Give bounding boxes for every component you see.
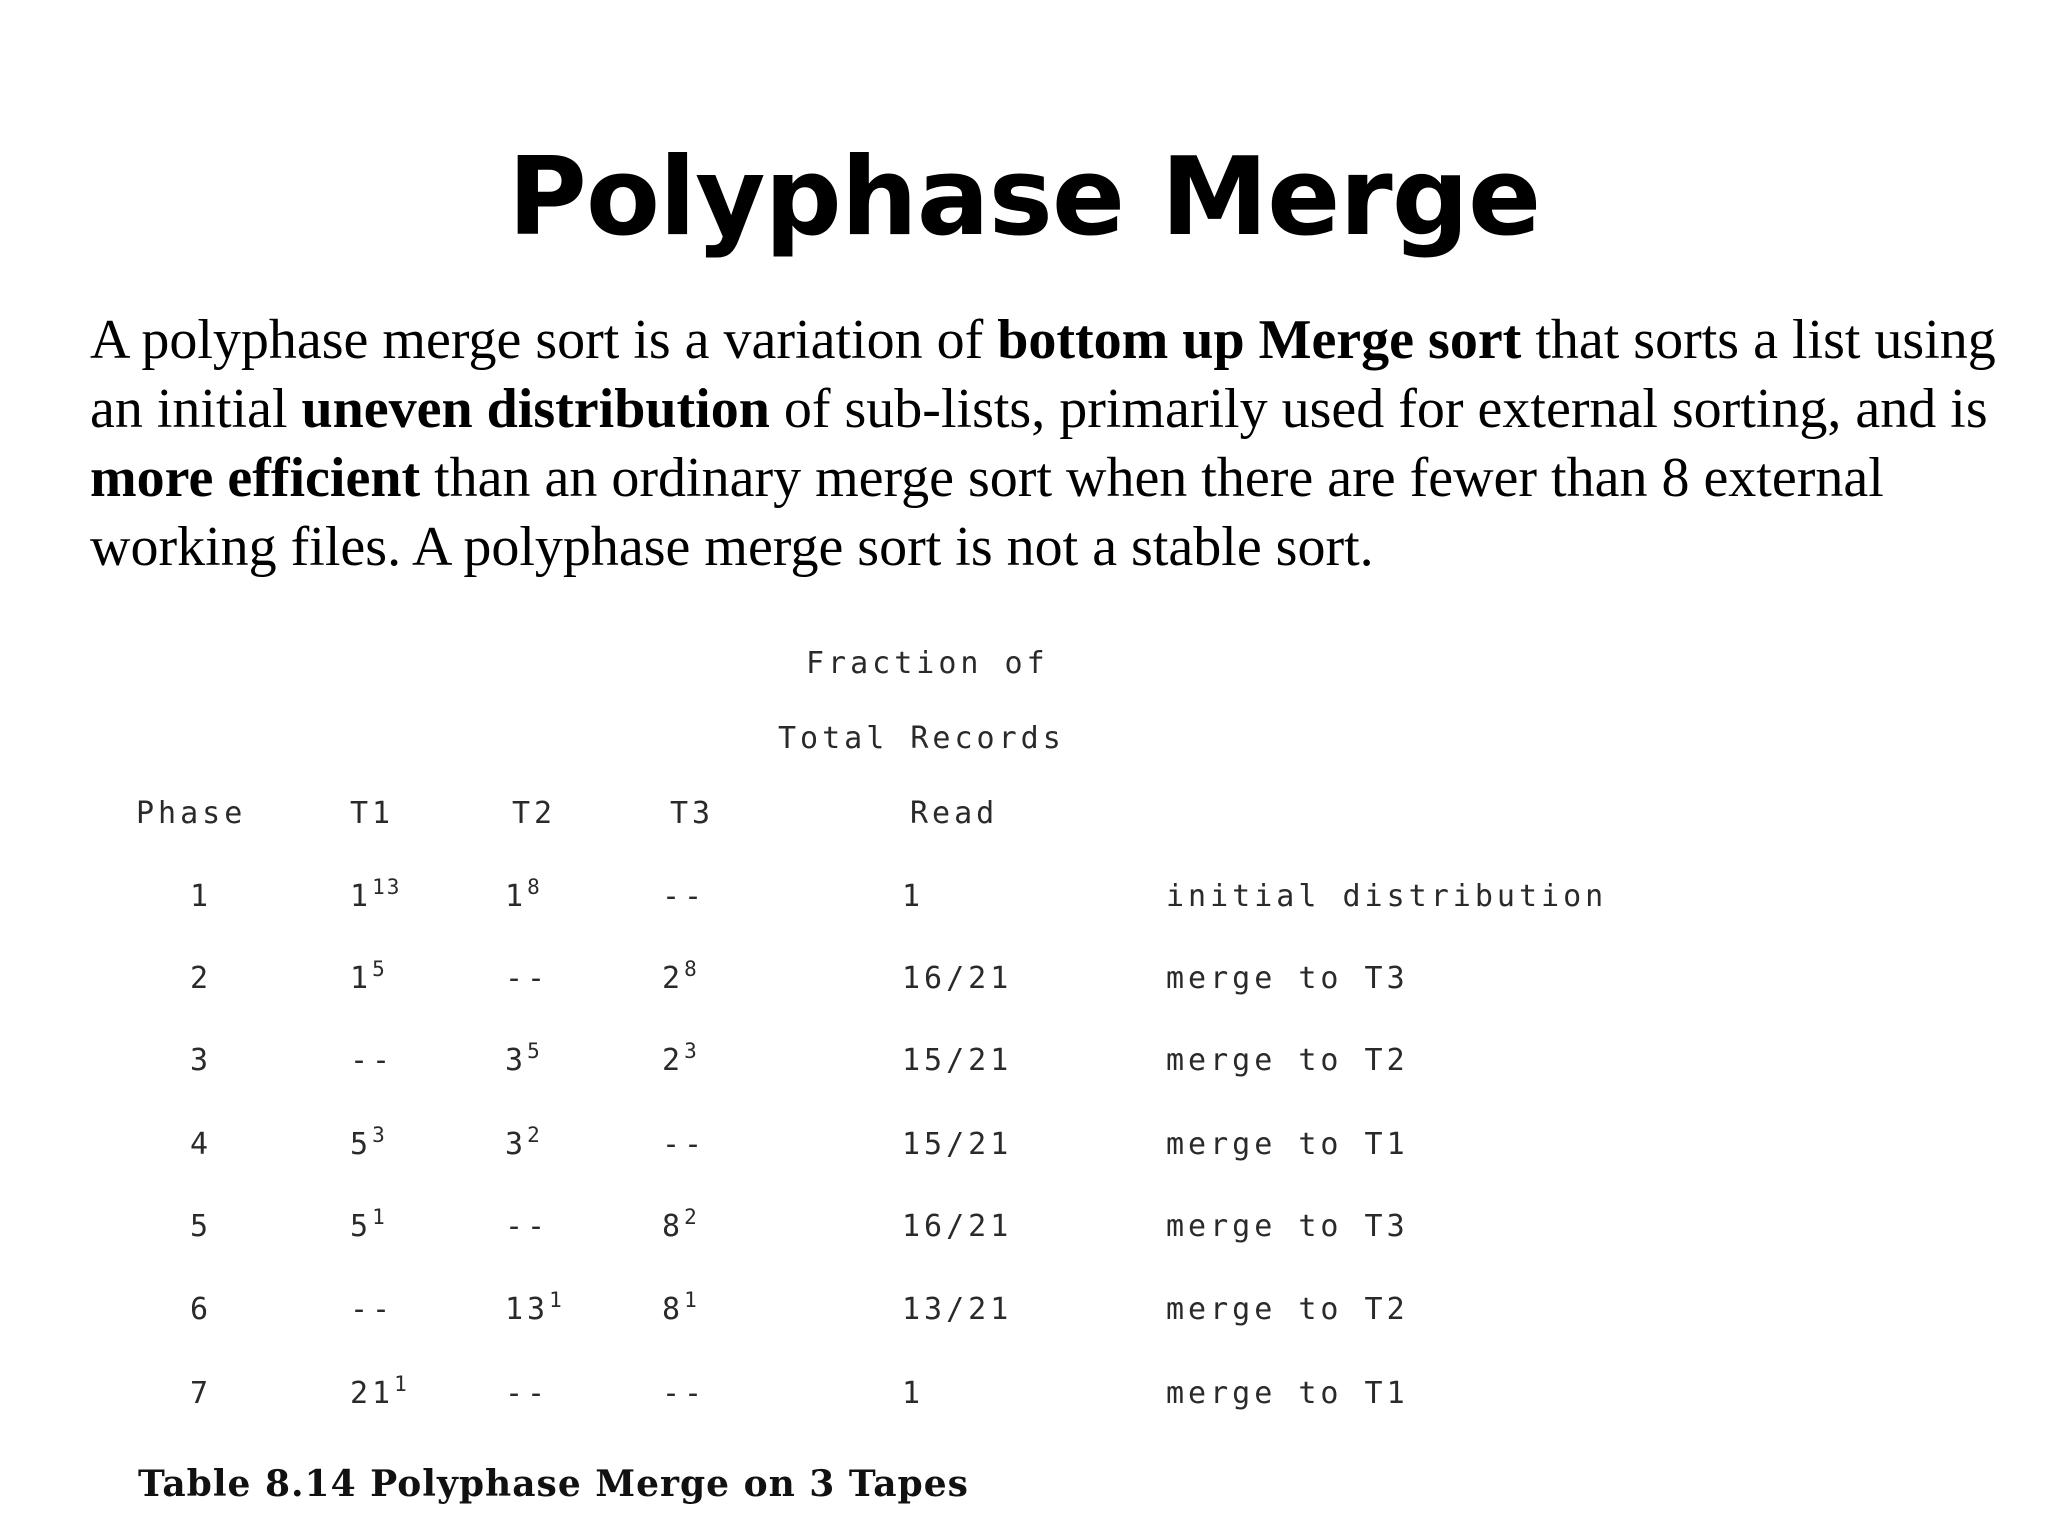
phase-cell: 5 xyxy=(190,1209,213,1244)
run-length-exponent: 3 xyxy=(372,1123,387,1147)
run-count: 3 xyxy=(505,1043,528,1078)
run-length-exponent: 5 xyxy=(372,957,387,981)
run-count: 8 xyxy=(662,1209,685,1244)
paragraph-bold-run: bottom up Merge sort xyxy=(997,309,1522,371)
run-length-exponent: 2 xyxy=(527,1123,542,1147)
run-length-exponent: 13 xyxy=(372,875,402,899)
phase-cell: 3 xyxy=(190,1043,213,1078)
tape-t1-cell xyxy=(350,1292,394,1328)
tape-t1-cell xyxy=(350,1205,387,1245)
tape-t1-cell xyxy=(350,1123,387,1163)
run-count: 8 xyxy=(662,1292,685,1327)
run-length-exponent: 5 xyxy=(527,1039,542,1063)
phase-note-cell: initial distribution xyxy=(1166,879,1608,914)
phase-cell: 6 xyxy=(190,1292,213,1327)
slide-title: Polyphase Merge xyxy=(507,135,1541,260)
tape-t3-cell xyxy=(662,1205,699,1245)
run-count: -- xyxy=(662,1376,707,1411)
phase-note-cell: merge to T1 xyxy=(1166,1127,1409,1162)
tape-t3-cell xyxy=(662,1127,706,1163)
run-count: 1 xyxy=(350,879,373,914)
read-header-line2: Total Records xyxy=(778,721,1065,756)
run-count: -- xyxy=(662,1127,707,1162)
run-count: 5 xyxy=(350,1209,373,1244)
run-count: -- xyxy=(505,1376,550,1411)
paragraph-run: of sub-lists, primarily used for external sorting, and is xyxy=(769,378,1988,440)
paragraph-bold-run: more efficient xyxy=(90,447,421,509)
run-length-exponent: 1 xyxy=(372,1205,387,1229)
column-header-t2: T2 xyxy=(512,796,557,831)
tape-t2-cell xyxy=(505,1209,549,1245)
run-count: -- xyxy=(350,1292,395,1327)
phase-note-cell: merge to T2 xyxy=(1166,1043,1409,1078)
tape-t1-cell xyxy=(350,875,402,915)
table-caption: Table 8.14 Polyphase Merge on 3 Tapes xyxy=(138,1463,969,1505)
read-fraction-cell: 16/21 xyxy=(902,1209,1013,1244)
tape-t2-cell xyxy=(505,1376,549,1412)
tape-t3-cell xyxy=(662,957,699,997)
run-count: 5 xyxy=(350,1127,373,1162)
run-length-exponent: 1 xyxy=(684,1288,699,1312)
tape-t2-cell xyxy=(505,1039,542,1079)
phase-cell: 2 xyxy=(190,961,213,996)
read-fraction-cell: 13/21 xyxy=(902,1292,1013,1327)
run-count: 2 xyxy=(662,961,685,996)
column-header-t3: T3 xyxy=(670,796,715,831)
tape-t1-cell xyxy=(350,957,387,997)
run-count: 21 xyxy=(350,1376,395,1411)
run-count: 3 xyxy=(505,1127,528,1162)
run-count: 1 xyxy=(505,879,528,914)
tape-t2-cell xyxy=(505,1123,542,1163)
run-length-exponent: 2 xyxy=(684,1205,699,1229)
run-length-exponent: 8 xyxy=(684,957,699,981)
phase-note-cell: merge to T3 xyxy=(1166,1209,1409,1244)
read-fraction-cell: 15/21 xyxy=(902,1127,1013,1162)
tape-t2-cell xyxy=(505,961,549,997)
phase-cell: 1 xyxy=(190,879,213,914)
read-fraction-cell: 1 xyxy=(902,879,925,914)
run-count: 1 xyxy=(350,961,373,996)
run-length-exponent: 1 xyxy=(394,1372,409,1396)
tape-t1-cell xyxy=(350,1372,409,1412)
run-count: -- xyxy=(505,961,550,996)
tape-t1-cell xyxy=(350,1043,394,1079)
tape-t3-cell xyxy=(662,1039,699,1079)
column-header-read: Read xyxy=(910,796,999,831)
run-length-exponent: 8 xyxy=(527,875,542,899)
run-count: -- xyxy=(505,1209,550,1244)
paragraph-bold-run: uneven distribution xyxy=(301,378,770,440)
tape-t3-cell xyxy=(662,1288,699,1328)
read-fraction-cell: 15/21 xyxy=(902,1043,1013,1078)
run-length-exponent: 3 xyxy=(684,1039,699,1063)
tape-t2-cell xyxy=(505,875,542,915)
paragraph-run: A polyphase merge sort is a variation of xyxy=(90,309,998,371)
paragraph-run: than an ordinary merge sort when there are fewer than 8 external working files. A polyphase merge sort is not a stable sort. xyxy=(90,447,1884,578)
phase-note-cell: merge to T1 xyxy=(1166,1376,1409,1411)
phase-note-cell: merge to T2 xyxy=(1166,1292,1409,1327)
run-count: 13 xyxy=(505,1292,550,1327)
run-count: 2 xyxy=(662,1043,685,1078)
read-fraction-cell: 16/21 xyxy=(902,961,1013,996)
run-count: -- xyxy=(662,879,707,914)
read-header-line1: Fraction of xyxy=(806,646,1049,681)
phase-note-cell: merge to T3 xyxy=(1166,961,1409,996)
column-header-phase: Phase xyxy=(136,796,247,831)
phase-cell: 4 xyxy=(190,1127,213,1162)
tape-t3-cell xyxy=(662,1376,706,1412)
tape-t3-cell xyxy=(662,879,706,915)
column-header-t1: T1 xyxy=(350,796,395,831)
run-count: -- xyxy=(350,1043,395,1078)
read-fraction-cell: 1 xyxy=(902,1376,925,1411)
paragraph-run: that sorts a list using an initial xyxy=(90,309,1996,440)
run-length-exponent: 1 xyxy=(549,1288,564,1312)
phase-cell: 7 xyxy=(190,1376,213,1411)
tape-t2-cell xyxy=(505,1288,564,1328)
